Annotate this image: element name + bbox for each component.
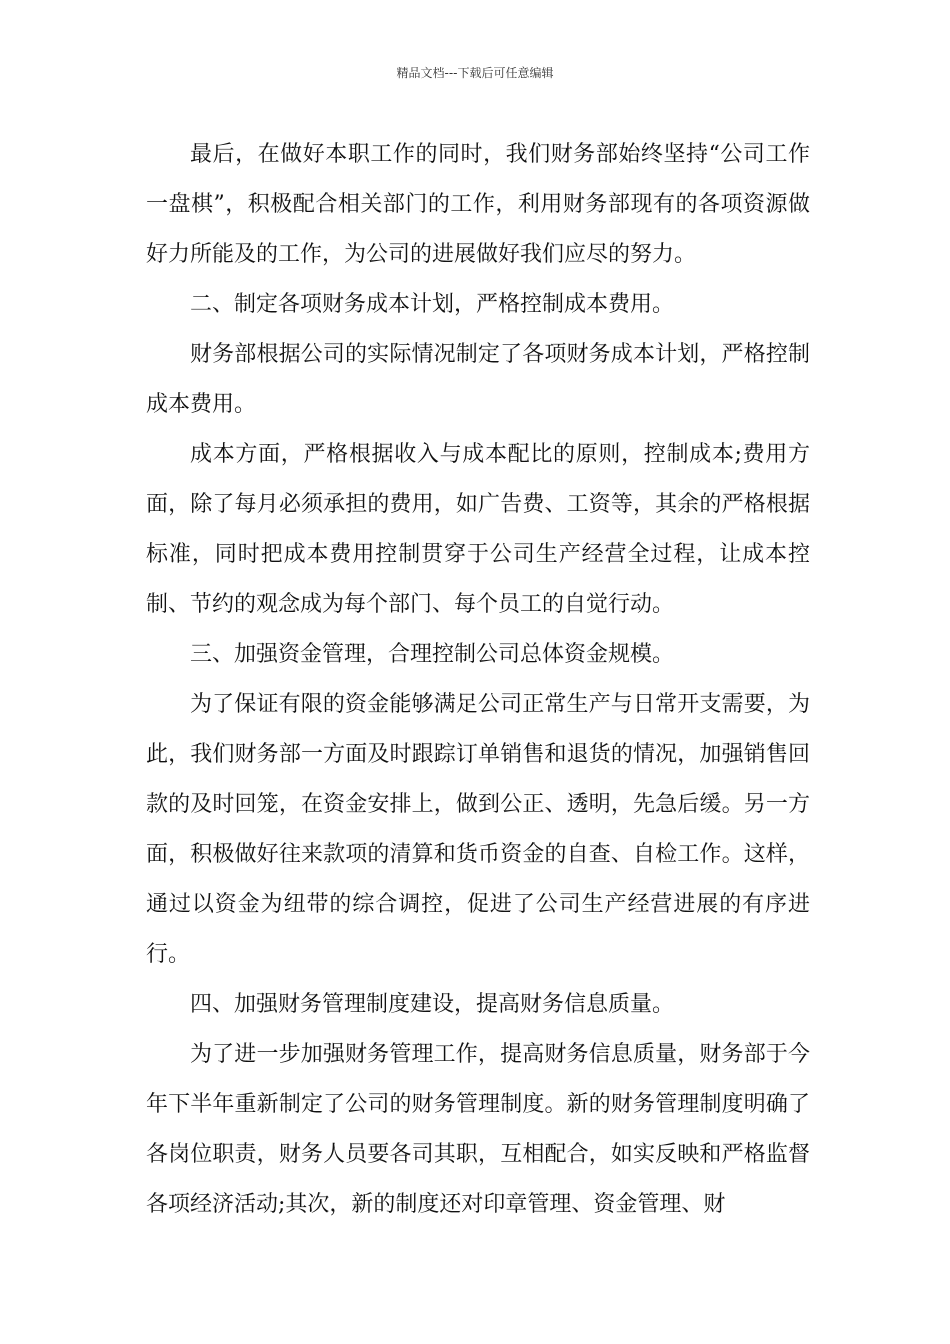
paragraph-fund-management: 为了保证有限的资金能够满足公司正常生产与日常开支需要，为此，我们财务部一方面及时跟踪订单销售和退货的情况，加强销售回款的及时回笼，在资金安排上，做到公正、透明，先急后缓。另一方面，积极做好往来款项的清算和货币资金的自查、自检工作。这样，通过以资金为纽带的综合调控，促进了公司生产经营进展的有序进行。 bbox=[146, 692, 810, 967]
page-header: 精品文档---下载后可任意编辑 bbox=[396, 66, 554, 80]
paragraph-cost-plan: 财务部根据公司的实际情况制定了各项财务成本计划，严格控制成本费用。 bbox=[146, 342, 810, 417]
paragraph-closing-summary: 最后，在做好本职工作的同时，我们财务部始终坚持“公司工作一盘棋”，积极配合相关部门的工作，利用财务部现有的各项资源做好力所能及的工作，为公司的进展做好我们应尽的努力。 bbox=[146, 142, 810, 267]
section-heading-cost-plan: 二、制定各项财务成本计划，严格控制成本费用。 bbox=[190, 292, 675, 317]
paragraph-cost-control: 成本方面，严格根据收入与成本配比的原则，控制成本;费用方面，除了每月必须承担的费用，如广告费、工资等，其余的严格根据标准，同时把成本费用控制贯穿于公司生产经营全过程，让成本控制、节约的观念成为每个部门、每个员工的自觉行动。 bbox=[146, 442, 810, 617]
section-heading-fund-management: 三、加强资金管理，合理控制公司总体资金规模。 bbox=[190, 642, 675, 667]
section-heading-management-system: 四、加强财务管理制度建设，提高财务信息质量。 bbox=[190, 992, 675, 1017]
document-body bbox=[146, 130, 810, 1230]
paragraph-management-system: 为了进一步加强财务管理工作，提高财务信息质量，财务部于今年下半年重新制定了公司的财务管理制度。新的财务管理制度明确了各岗位职责，财务人员要各司其职，互相配合，如实反映和严格监督各项经济活动;其次，新的制度还对印章管理、资金管理、财 bbox=[146, 1042, 810, 1217]
